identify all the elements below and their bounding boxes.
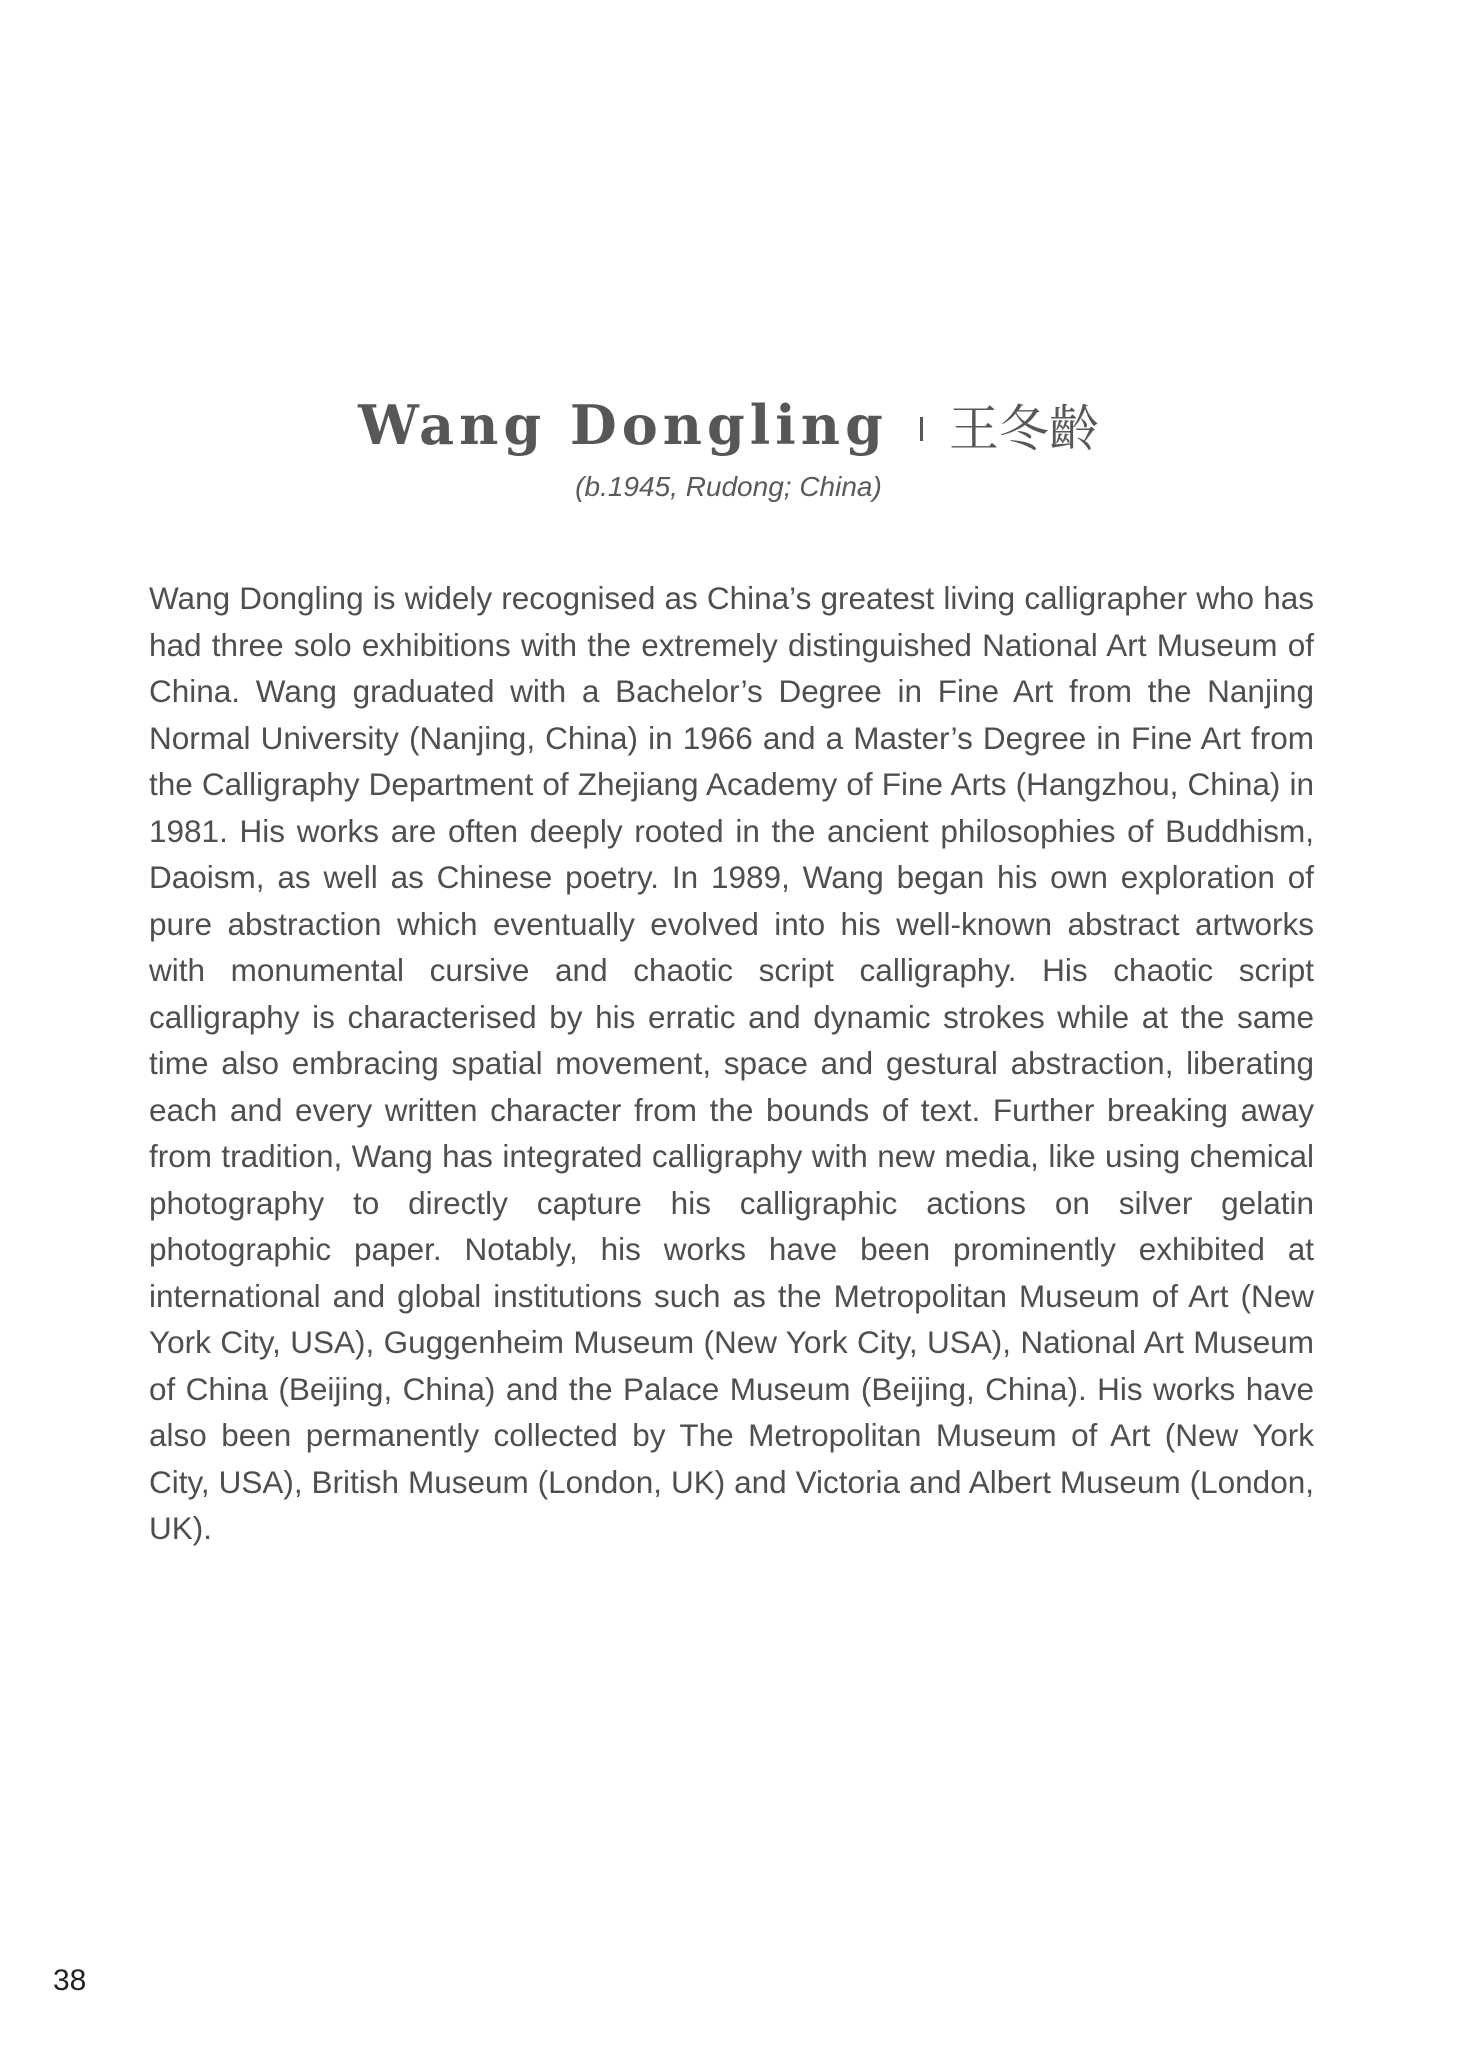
artist-name-chinese: 王冬齡 <box>948 400 1099 458</box>
artist-birth-info: (b.1945, Rudong; China) <box>575 471 882 502</box>
page-number: 38 <box>53 1964 87 1997</box>
artist-name-english: Wang Dongling <box>358 393 888 457</box>
artist-header <box>0 385 1457 503</box>
artist-biography: Wang Dongling is widely recognised as China’s greatest living calligrapher who has had three solo exhibitions with the extremely distinguished National Art Museum of China. Wang graduated with a Bachelor’s Degree in Fine Art from the Nanjing Normal University (Nanjing, China) in 1966 and a Master’s Degree in Fine Art from the Calligraphy Department of Zhejiang Academy of Fine Arts (Hangzhou, China) in 1981. His works are often deeply rooted in the ancient philosophies of Buddhism, Daoism, as well as Chinese poetry. In 1989, Wang began his own exploration of pure abstraction which eventually evolved into his well-known abstract artworks with monumental cursive and chaotic script calligraphy. His chaotic script calligraphy is characterised by his erratic and dynamic strokes while at the same time also embracing spatial movement, space and gestural abstraction, liberating each and every written character from the bounds of text. Further breaking away from tradition, Wang has integrated calligraphy with new media, like using chemical photography to directly capture his calligraphic actions on silver gelatin photographic paper. Notably, his works have been prominently exhibited at international and global institutions such as the Metropolitan Museum of Art (New York City, USA), Guggenheim Museum (New York City, USA), National Art Museum of China (Beijing, China) and the Palace Museum (Beijing, China). His works have also been permanently collected by The Metropolitan Museum of Art (New York City, USA), British Museum (London, UK) and Victoria and Albert Museum (London, UK). <box>149 580 1314 1546</box>
artist-title-row <box>0 385 1457 465</box>
title-separator <box>920 417 923 441</box>
